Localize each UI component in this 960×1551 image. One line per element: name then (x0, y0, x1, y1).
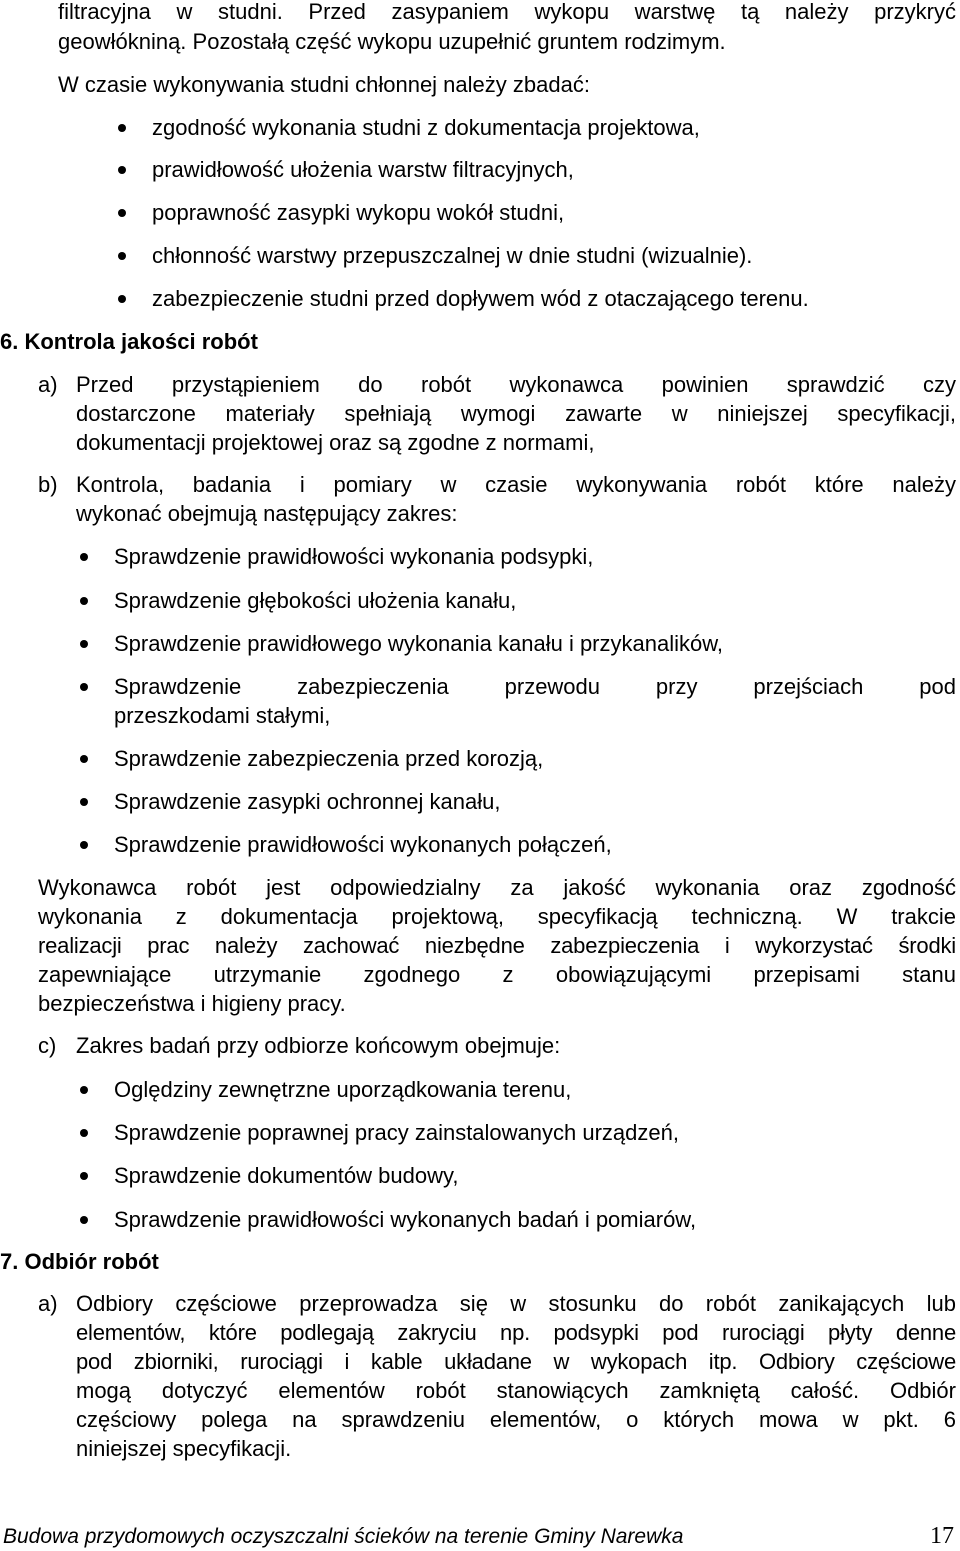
bullet-icon (80, 1086, 88, 1094)
bullet-icon (80, 755, 88, 763)
intro-line-2: geowłókniną. Pozostałą część wykopu uzupełnić gruntem rodzimym. (58, 29, 726, 54)
item-b-line-2: wykonać obejmują następujący zakres: (76, 501, 458, 526)
section-6-heading: 6. Kontrola jakości robót (0, 329, 258, 354)
s7-item-a-line-5: częściowy polega na sprawdzeniu elementów, o których mowa w pkt. 6 (76, 1407, 956, 1432)
list-item: Sprawdzenie poprawnej pracy zainstalowanych urządzeń, (114, 1118, 679, 1147)
s7-item-a-line-2: elementów, które podlegają zakryciu np. podsypki pod rurociągi płyty denne (76, 1320, 956, 1345)
list-item: zgodność wykonania studni z dokumentacja projektowa, (152, 113, 700, 142)
item-a-label: a) (38, 372, 58, 397)
list-item: Sprawdzenie zabezpieczenia przewodu przy przejściach pod (114, 672, 956, 701)
section-7-heading: 7. Odbiór robót (0, 1249, 159, 1274)
s7-item-a-line-1: Odbiory częściowe przeprowadza się w stosunku do robót zanikających lub (76, 1291, 956, 1316)
bullet-icon (80, 597, 88, 605)
list-item: Sprawdzenie zasypki ochronnej kanału, (114, 787, 500, 816)
bullet-icon (80, 1129, 88, 1137)
bullet-icon (80, 798, 88, 806)
s7-item-a-line-3: pod zbiorniki, rurociągi i kable układane w wykopach itp. Odbiory częściowe (76, 1349, 956, 1374)
responsibility-line-5: bezpieczeństwa i higieny pracy. (38, 991, 346, 1016)
bullet-icon (118, 209, 126, 217)
intro-line-1: filtracyjna w studni. Przed zasypaniem wykopu warstwę tą należy przykryć (58, 0, 956, 24)
item-a-line-1: Przed przystąpieniem do robót wykonawca powinien sprawdzić czy (76, 372, 956, 397)
bullet-icon (118, 252, 126, 260)
list-item: Sprawdzenie zabezpieczenia przed korozją, (114, 744, 543, 773)
list-item: prawidłowość ułożenia warstw filtracyjnych, (152, 155, 574, 184)
check-intro: W czasie wykonywania studni chłonnej należy zbadać: (58, 72, 590, 97)
list-item: Sprawdzenie głębokości ułożenia kanału, (114, 586, 516, 615)
item-b-label: b) (38, 472, 58, 497)
list-item: Sprawdzenie dokumentów budowy, (114, 1161, 458, 1190)
bullet-icon (80, 683, 88, 691)
list-item: Sprawdzenie prawidłowości wykonania podsypki, (114, 542, 593, 571)
s7-item-a-label: a) (38, 1291, 58, 1316)
list-item: zabezpieczenie studni przed dopływem wód z otaczającego terenu. (152, 284, 809, 313)
responsibility-line-4: zapewniające utrzymanie zgodnego z obowiązującymi przepisami stanu (38, 962, 956, 987)
bullet-icon (118, 124, 126, 132)
bullet-icon (80, 1216, 88, 1224)
bullet-icon (80, 553, 88, 561)
bullet-icon (118, 295, 126, 303)
responsibility-line-2: wykonania z dokumentacja projektową, specyfikacją techniczną. W trakcie (38, 904, 956, 929)
bullet-icon (80, 841, 88, 849)
list-item-continuation: przeszkodami stałymi, (114, 703, 331, 728)
item-b-line-1: Kontrola, badania i pomiary w czasie wykonywania robót które należy (76, 472, 956, 497)
bullet-icon (80, 640, 88, 648)
bullet-icon (118, 166, 126, 174)
item-c-label: c) (38, 1033, 57, 1058)
s7-item-a-line-6: niniejszej specyfikacji. (76, 1436, 292, 1461)
item-a-line-3: dokumentacji projektowej oraz są zgodne z normami, (76, 430, 595, 455)
s7-item-a-line-4: mogą dotyczyć elementów robót stanowiących zamkniętą całość. Odbiór (76, 1378, 956, 1403)
page-number: 17 (930, 1523, 954, 1549)
responsibility-line-3: realizacji prac należy zachować niezbędne zabezpieczenia i wykorzystać środki (38, 933, 956, 958)
list-item: chłonność warstwy przepuszczalnej w dnie studni (wizualnie). (152, 241, 752, 270)
list-item: Oględziny zewnętrzne uporządkowania terenu, (114, 1075, 571, 1104)
list-item: Sprawdzenie prawidłowości wykonanych połączeń, (114, 830, 612, 859)
list-item: Sprawdzenie prawidłowego wykonania kanału i przykanalików, (114, 629, 723, 658)
list-item: poprawność zasypki wykopu wokół studni, (152, 198, 564, 227)
item-c-line: Zakres badań przy odbiorze końcowym obejmuje: (76, 1033, 561, 1058)
item-a-line-2: dostarczone materiały spełniają wymogi zawarte w niniejszej specyfikacji, (76, 401, 956, 426)
bullet-icon (80, 1172, 88, 1180)
responsibility-line-1: Wykonawca robót jest odpowiedzialny za jakość wykonania oraz zgodność (38, 875, 956, 900)
footer-title: Budowa przydomowych oczyszczalni ścieków na terenie Gminy Narewka (3, 1525, 684, 1548)
list-item: Sprawdzenie prawidłowości wykonanych badań i pomiarów, (114, 1205, 696, 1234)
